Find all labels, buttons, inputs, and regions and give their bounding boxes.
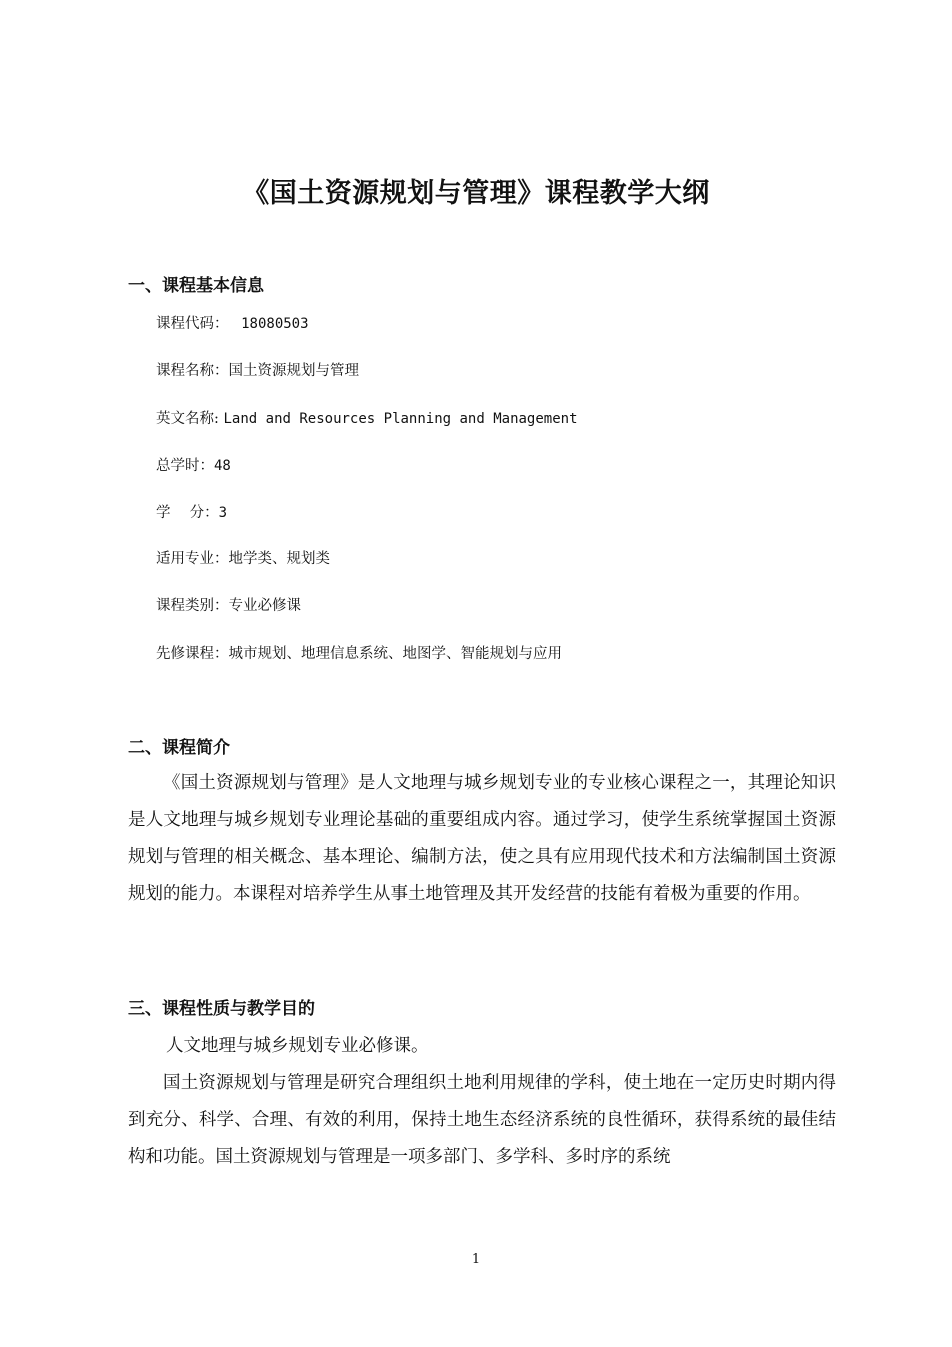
info-total-hours (156, 454, 231, 478)
info-label: 课程名称： (156, 363, 229, 379)
info-label: 学 分： (156, 505, 219, 521)
nature-paragraph: 人文地理与城乡规划专业必修课。 (166, 1036, 429, 1056)
info-applicable-major (156, 547, 330, 571)
info-course-code (156, 312, 309, 336)
section-heading-introduction: 二、课程简介 (128, 738, 230, 758)
info-value: Land and Resources Planning and Management (223, 411, 578, 427)
info-course-category (156, 594, 301, 618)
info-value: 48 (214, 458, 231, 474)
info-value: 城市规划、地理信息系统、地图学、智能规划与应用 (228, 646, 562, 662)
info-label: 课程代码： (156, 316, 229, 332)
info-label: 课程类别： (156, 598, 229, 614)
info-value: 专业必修课 (228, 598, 301, 614)
info-english-name (156, 407, 578, 431)
page-number: 1 (471, 1252, 481, 1267)
info-value: 国土资源规划与管理 (228, 363, 359, 379)
section-heading-basic-info: 一、课程基本信息 (128, 276, 264, 296)
info-prerequisites (156, 642, 562, 666)
document-title: 《国土资源规划与管理》课程教学大纲 (242, 178, 710, 209)
introduction-paragraph: 《国土资源规划与管理》是人文地理与城乡规划专业的专业核心课程之一，其理论知识是人文地理与城乡规划专业理论基础的重要组成内容。通过学习，使学生系统掌握国土资源规划与管理的相关概念、基本理论、编制方法，使之具有应用现代技术和方法编制国土资源规划的能力。本课程对培养学生从事土地管理及其开发经营的技能有着极为重要的作用。 (128, 773, 836, 904)
info-label: 总学时： (156, 458, 214, 474)
info-value: 3 (218, 505, 228, 521)
info-value: 18080503 (241, 316, 309, 332)
purpose-paragraph: 国土资源规划与管理是研究合理组织土地利用规律的学科，使土地在一定历史时期内得到充分、科学、合理、有效的利用，保持土地生态经济系统的良性循环，获得系统的最佳结构和功能。国土资源规划与管理是一项多部门、多学科、多时序的系统 (128, 1073, 836, 1167)
info-credits (156, 501, 227, 525)
info-label: 适用专业： (156, 551, 229, 567)
section-heading-nature-purpose: 三、课程性质与教学目的 (128, 999, 315, 1019)
info-label: 英文名称: (156, 411, 219, 427)
info-value: 地学类、规划类 (228, 551, 330, 567)
info-course-name (156, 359, 359, 383)
info-label: 先修课程： (156, 646, 229, 662)
